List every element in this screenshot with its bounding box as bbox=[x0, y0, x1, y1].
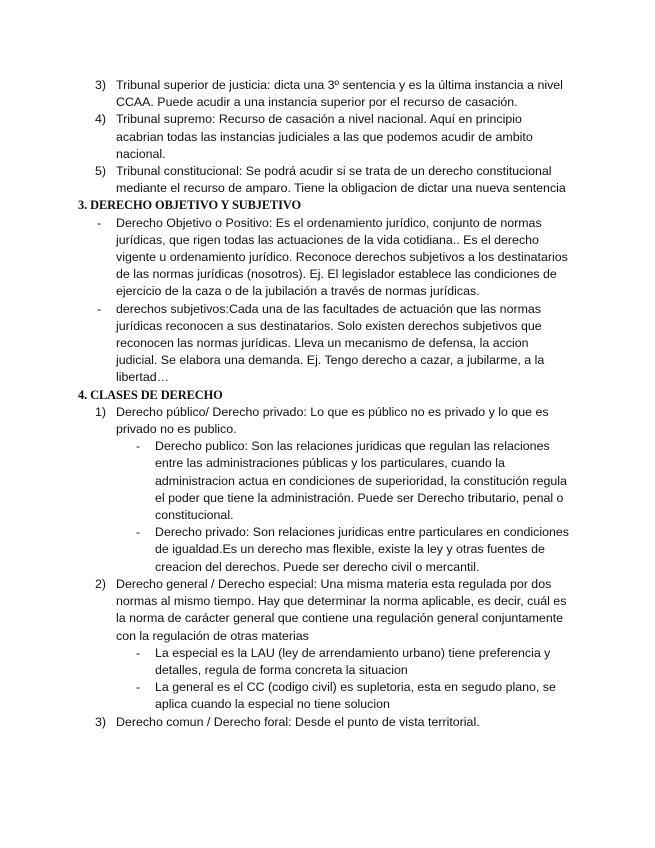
sub-bullet-text: La general es el CC (codigo civil) es supletoria, esta en segudo plano, se aplica cuando la especial no tiene solucion bbox=[155, 680, 556, 712]
bullet-marker: - bbox=[136, 680, 141, 695]
document-page bbox=[0, 77, 655, 731]
bullet-marker: - bbox=[97, 301, 102, 316]
sub-bullet-item bbox=[0, 438, 655, 524]
list-text: Derecho público/ Derecho privado: Lo que es público no es privado y lo que es privado no es publico. bbox=[116, 404, 549, 437]
bullet-marker: - bbox=[136, 645, 141, 660]
list-text: Tribunal supremo: Recurso de casación a nivel nacional. Aquí en principio acabrian todas las instancias judiciales a las que podemos acudir de ambito nacional. bbox=[116, 112, 533, 161]
bullet-marker: - bbox=[136, 439, 141, 454]
sub-bullet-text: Derecho privado: Son relaciones juridicas entre particulares en condiciones de igualdad.Es un derecho mas flexible, existe la ley y otras fuentes de creacion del derechos. Puede ser derecho civil o mercantil. bbox=[155, 525, 569, 574]
list-number: 3) bbox=[95, 714, 107, 729]
list-number: 3) bbox=[95, 78, 107, 92]
list-number: 4) bbox=[95, 112, 107, 127]
bullet-marker: - bbox=[97, 215, 102, 230]
list-item bbox=[0, 77, 655, 111]
list-item bbox=[0, 163, 655, 197]
list-item bbox=[0, 111, 655, 163]
section-heading-derecho-objetivo-subjetivo: 3. DERECHO OBJETIVO Y SUBJETIVO bbox=[78, 198, 302, 213]
list-text: Derecho general / Derecho especial: Una misma materia esta regulada por dos normas al mismo tiempo. Hay que determinar la norma aplicable, es decir, cuál es la norma de carácter general que contiene una regulación general conjuntamente con la regulación de otras materias bbox=[116, 576, 567, 643]
bullet-item bbox=[0, 215, 655, 301]
list-text: Tribunal constitucional: Se podrá acudir si se trata de un derecho constitucional mediante el recurso de amparo. Tiene la obligacion de dictar una nueva sentencia bbox=[116, 164, 566, 196]
sub-bullet-text: La especial es la LAU (ley de arrendamiento urbano) tiene preferencia y detalles, regula de forma concreta la situacion bbox=[155, 645, 551, 677]
list-item bbox=[0, 576, 655, 645]
list-item bbox=[0, 404, 655, 438]
sub-bullet-text: Derecho publico: Son las relaciones juridicas que regulan las relaciones entre las administraciones públicas y los particulares, cuando la administracion actua en condiciones de superioridad, la constitución regula el poder que tiene la administración. Puede ser Derecho tributario, penal o constitucional. bbox=[155, 439, 567, 523]
bullet-marker: - bbox=[136, 525, 141, 540]
bullet-text: derechos subjetivos:Cada una de las facultades de actuación que las normas jurídicas reconocen a sus destinatarios. Solo existen derechos subjetivos que reconocen las normas jurídicas. Lleva un mecanismo de defensa, la accion judicial. Se elabora una demanda. Ej. Tengo derecho a cazar, a jubilarme, a la libertad… bbox=[116, 301, 545, 385]
bullet-text: Derecho Objetivo o Positivo: Es el ordenamiento jurídico, conjunto de normas jurídicas, que rigen todas las actuaciones de la vida cotidiana.. Es el derecho vigente u ordenamiento jurídico. Reconoce derechos subjetivos a los destinatarios de las normas jurídicas (nosotros). Ej. El legislador establece las condiciones de ejercicio de la caza o de la jubilación a través de normas jurídicas. bbox=[116, 215, 568, 299]
list-text: Derecho comun / Derecho foral: Desde el punto de vista territorial. bbox=[116, 714, 480, 729]
list-number: 5) bbox=[95, 164, 107, 179]
sub-bullet-item bbox=[0, 645, 655, 679]
sub-bullet-item bbox=[0, 679, 655, 713]
list-number: 1) bbox=[95, 404, 107, 419]
list-text: Tribunal superior de justicia: dicta una 3º sentencia y es la última instancia a nivel CCAA. Puede acudir a una instancia superior por el recurso de casación. bbox=[116, 78, 563, 110]
list-item bbox=[0, 714, 655, 731]
section-heading-clases-de-derecho: 4. CLASES DE DERECHO bbox=[78, 387, 223, 402]
list-number: 2) bbox=[95, 576, 107, 591]
sub-bullet-item bbox=[0, 524, 655, 576]
bullet-item bbox=[0, 301, 655, 387]
